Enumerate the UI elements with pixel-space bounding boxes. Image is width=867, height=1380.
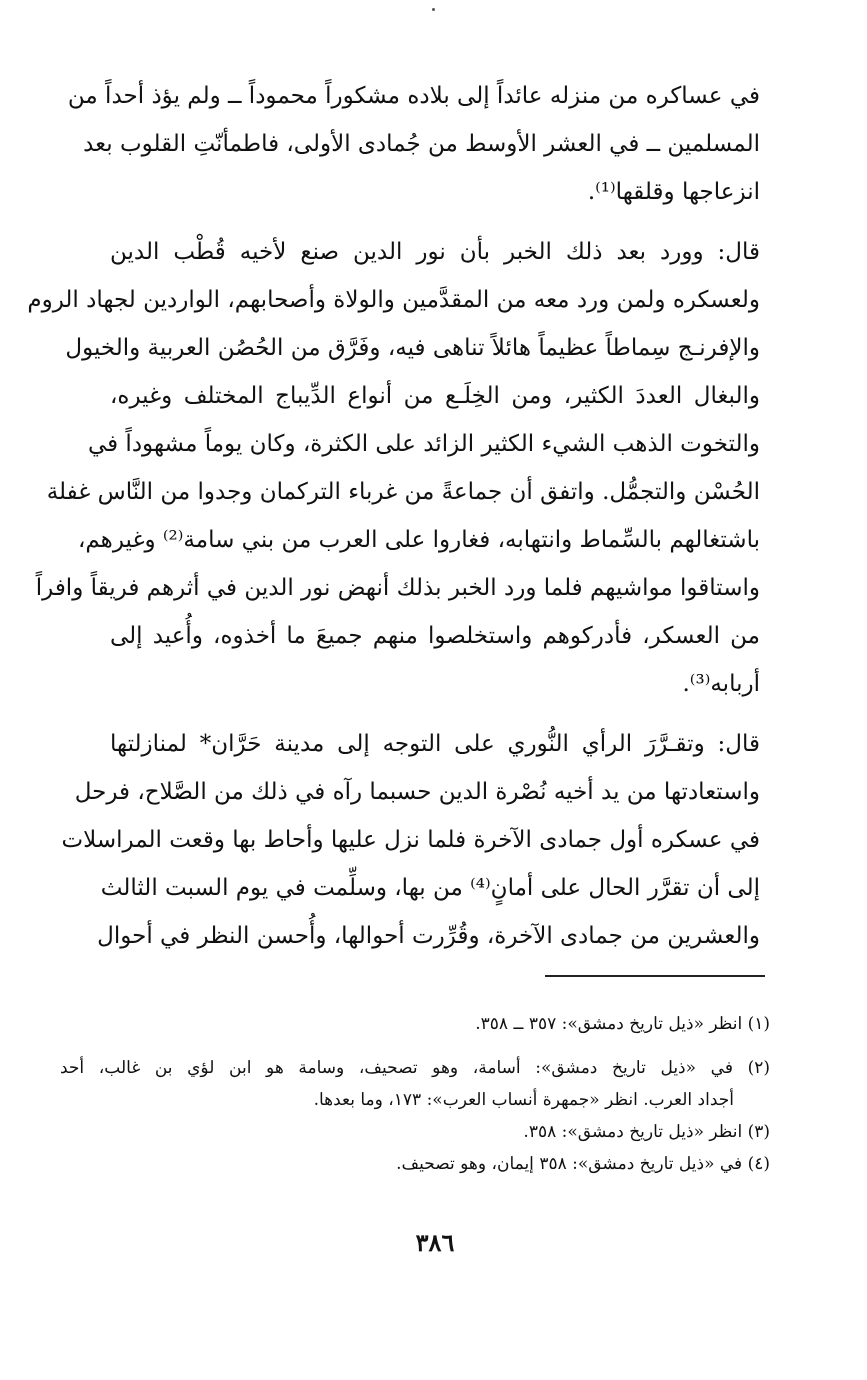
- footnotes: [60, 1008, 770, 1180]
- text-line: من العسكر، فأدركوهم واستخلصوا منهم جميعَ ما أخذوه، وأُعيد إلى: [110, 623, 760, 649]
- footnote-separator: [545, 975, 765, 977]
- text-line: واستاقوا مواشيهم فلما ورد الخبر بذلك أنهض نور الدين في أثرهم فريقاً وافراً: [35, 575, 760, 601]
- text-line: المسلمين ــ في العشر الأوسط من جُمادى الأولى، فاطمأنّتِ القلوب بعد: [83, 131, 760, 157]
- text-line: انزعاجها وقلقها⁽¹⁾.: [587, 179, 760, 205]
- text-line: في عسكره أول جمادى الآخرة فلما نزل عليها وأحاط بها وقعت المراسلات: [61, 827, 760, 853]
- footnote-4: (٤) في «ذيل تاريخ دمشق»: ٣٥٨ إيمان، وهو تصحيف.: [396, 1154, 770, 1174]
- text-line: في عساكره من منزله عائداً إلى بلاده مشكوراً محموداً ــ ولم يؤذ أحداً من: [67, 83, 760, 109]
- page-number: ٣٨٦: [415, 1228, 455, 1257]
- text-line: باشتغالهم بالسِّماط وانتهابه، فغاروا على العرب من بني سامة⁽²⁾ وغيرهم،: [77, 527, 760, 553]
- text-line: قال: وتقـرَّرَ الرأي النُّوري على التوجه إلى مدينة حَرَّان* لمنازلتها: [110, 731, 760, 757]
- text-line: قال: وورد بعد ذلك الخبر بأن نور الدين صنع لأخيه قُطْب الدين: [110, 239, 760, 265]
- text-line: والبغال العددَ الكثير، ومن الخِلَـع من أنواع الدِّيباج المختلف وغيره،: [110, 383, 760, 409]
- text-line: واستعادتها من يد أخيه نُصْرة الدين حسبما رآه في ذلك من الصَّلاح، فرحل: [74, 779, 760, 805]
- footnote-2: (٢) في «ذيل تاريخ دمشق»: أسامة، وهو تصحيف، وسامة هو ابن لؤي بن غالب، أحد: [60, 1058, 770, 1078]
- text-line: الحُسْن والتجمُّل. واتفق أن جماعةً من غرباء التركمان وجدوا من النَّاس غفلة: [46, 479, 760, 505]
- text-line: والتخوت الذهب الشيء الكثير الزائد على الكثرة، وكان يوماً مشهوداً في: [87, 431, 760, 457]
- footnote-3: (٣) انظر «ذيل تاريخ دمشق»: ٣٥٨.: [523, 1122, 770, 1142]
- text-line: والإفرنـج سِماطاً عظيماً هائلاً تناهى فيه، وفَرَّق من الحُصُن العربية والخيول: [65, 335, 760, 361]
- text-line: والعشرين من جمادى الآخرة، وقُرِّرت أحوالها، وأُحسن النظر في أحوال: [97, 923, 760, 949]
- scan-speck: [432, 8, 435, 11]
- footnote-2-continued: أجداد العرب. انظر «جمهرة أنساب العرب»: ١٧٣، وما بعدها.: [313, 1090, 734, 1110]
- text-line: ولعسكره ولمن ورد معه من المقدَّمين والولاة وأصحابهم، الواردين لجهاد الروم: [27, 287, 760, 313]
- text-line: أربابه⁽³⁾.: [682, 671, 760, 697]
- main-text: [27, 72, 760, 960]
- footnote-1: (١) انظر «ذيل تاريخ دمشق»: ٣٥٧ ــ ٣٥٨.: [475, 1014, 770, 1034]
- text-line: إلى أن تقرَّر الحال على أمانٍ⁽⁴⁾ من بها، وسلِّمت في يوم السبت الثالث: [100, 875, 760, 901]
